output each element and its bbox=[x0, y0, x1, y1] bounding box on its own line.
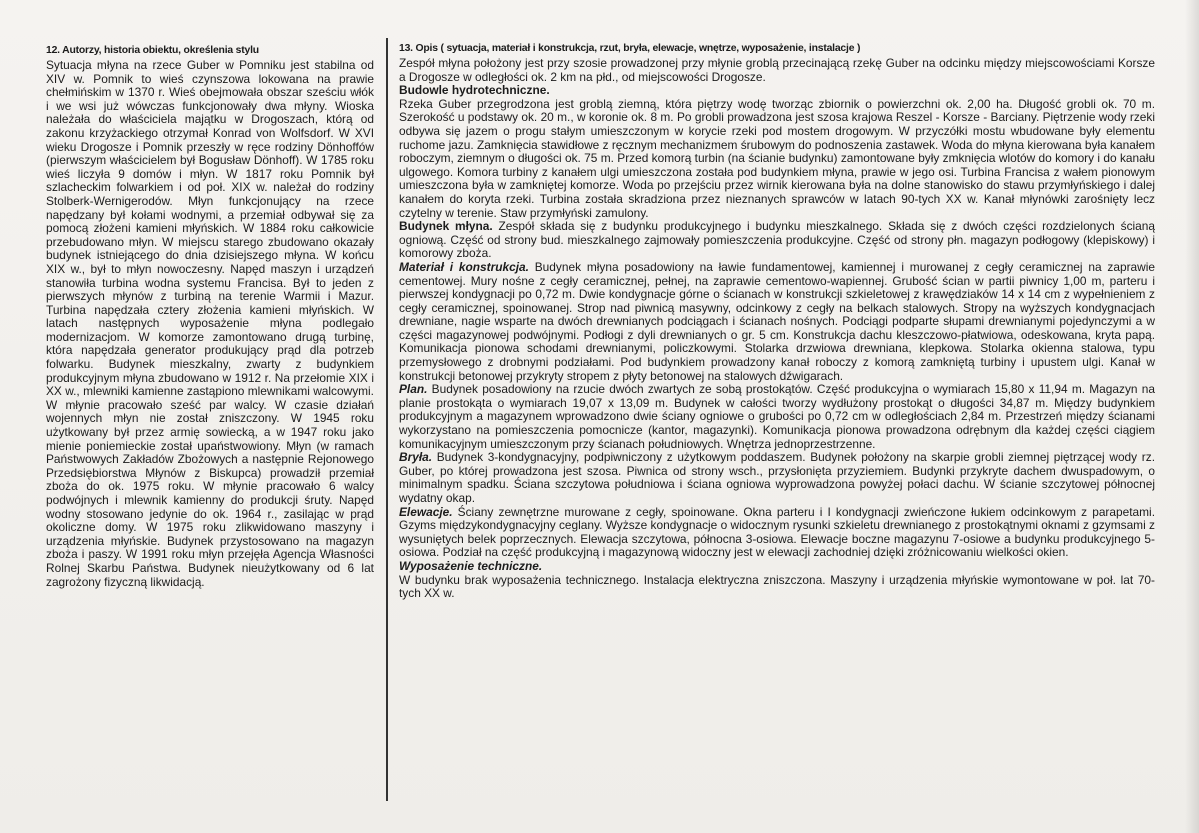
equipment-text: W budynku brak wyposażenia technicznego. Instalacja elektryczna zniszczona. Maszyny i urządzenia młyńskie wymontowane w poł. lat 70-tych XX w. bbox=[399, 572, 1155, 601]
equipment-section bbox=[399, 560, 1155, 601]
page-edge-shadow bbox=[1185, 0, 1199, 833]
right-column-description bbox=[399, 42, 1155, 601]
bryla-section bbox=[399, 451, 1155, 505]
plan-text: Budynek posadowiony na rzucie dwóch zwartych ze sobą prostokątów. Część produkcyjna o wymiarach 15,80 x 11,94 m. Magazyn na planie prostokąta o wymiarach 19,07 x 13,09 m. Budynek w całości tworzy wydłużony prostokąt o długości 34,87 m. Między budynkiem produkcyjnym a magazynem wprowadzono dwie ściany ogniowe o grubości po 0,72 cm w odległościach 2,84 m. Przestrzeń między ścianami wykorzystano na pomieszczenia pomocnicze (kantor, magazynki). Komunikacja pionowa prowadzona odrębnym dla każdej części ciągiem komunikacyjnym umieszczonym przy ścianach południowych. Wnętrza jednoprzestrzenne. bbox=[399, 382, 1155, 451]
equipment-title: Wyposażenie techniczne. bbox=[399, 558, 543, 573]
bryla-title: Bryła. bbox=[399, 450, 433, 465]
section-12-body: Sytuacja młyna na rzece Guber w Pomniku jest stabilna od XIV w. Pomnik to wieś czynszowa lokowana na prawie chełmińskim w 1370 r. Wieś obejmowała obszar sześciu włók i we wsi już wówczas funkcjonowały dwa młyny. Wioska należała do właściciela majątku w Drogoszach, którą od zakonu krzyżackiego otrzymał Konrad von Wolfsdorf. W XVI wieku Drogosze i Pomnik przeszły w ręce rodziny Dönhoffów (pierwszym właścicielem był Bogusław Dönhoff). W 1785 roku wieś liczyła 9 domów i młyn. W 1817 roku Pomnik był szlacheckim folwarkiem i od poł. XIX w. należał do rodziny Stolberk-Wernigerodów. Młyn funkcjonujący na rzece napędzany był kołami wodnymi, a przemiał odbywał się za pomocą złożeni kamieni młyńskich. W 1884 roku całkowicie przebudowano młyn. W miejscu starego zbudowano okazały budynek istniejącego do dnia dzisiejszego młyna. W końcu XIX w., był to młyn nowoczesny. Napęd maszyn i urządzeń stanowiła turbina wodna systemu Francisa. Był to jeden z pierwszych młynów z turbiną na terenie Warmii i Mazur. Turbina napędzała cztery złożenia kamieni młyńskich. W latach następnych wyposażenie młyna podlegało modernizacjom. W komorze zamontowano drugą turbinę, która napędzała generator produkujący prąd dla potrzeb folwarku. Budynek mieszkalny, zwarty z budynkiem produkcyjnym młyna zbudowano w 1912 r. Na przełomie XIX i XX w., mlewniki kamienne zastąpiono mlewnikami walcowymi. W młynie pracowało sześć par walcy. W czasie działań wojennych młyn nie został zniszczony. W 1945 roku użytkowany był przez armię sowiecką, a w 1947 roku jako mienie poniemieckie został upaństwowiony. Młyn (w ramach Państwowych Zakładów Zbożowych a następnie Rejonowego Przedsiębiorstwa Młynów z Biskupca) prowadził przemiał zboża do ok. 1975 roku. W młynie pracowało 6 walcy podwójnych i mlewnik kamienny do produkcji śruty. Napęd wodny stosowano jedynie do ok. 1964 r., zasilając w prąd okoliczne domy. W 1975 roku zlikwidowano maszyny i urządzenia młyńskie. Budynek przystosowano na magazyn zboża i paszy. W 1991 roku młyn przejęła Agencja Własności Rolnej Skarbu Państwa. Budynek nieużytkowany od 6 lat zagrożony fizyczną likwidacją. bbox=[46, 58, 374, 589]
hydro-text: Rzeka Guber przegrodzona jest groblą ziemną, która piętrzy wodę tworząc zbiornik o powierzchni ok. 2,00 ha. Długość grobli ok. 70 m. Szerokość u podstawy ok. 20 m., w koronie ok. 8 m. Po grobli prowadzona jest szosa krajowa Reszel - Korsze - Barciany. Piętrzenie wody rzeki odbywa się jazem o progu stałym umieszczonym w korycie rzeki pod mostem drogowym. W przyczółki mostu wbudowane były elementu ruchome jazu. Zamknięcia stawidłowe z ręcznym mechanizmem śrubowym do podnoszenia zastawek. Woda do młyna kierowana była kanałem roboczym, ziemnym o długości ok. 75 m. Przed komorą turbin (na ścianie budynku) zamontowane były zmknięcia wlotów do komory i do kanału ulgowego. Komora turbiny z kanałem ulgi umieszczona została pod budynkiem młyna, prawie w jego osi. Turbina Francisa z wałem pionowym umieszczona była w zamkniętej komorze. Woda po przejściu przez wirnik kierowana była na dolne stanowisko do stawu przymłyńskiego i dalej kanałem do koryta rzeki. Turbina została skradziona przez nieznanych sprawców w latach 90-tych XX w. Kanał młynówki zarośnięty lecz czytelny w terenie. Staw przymłyński zamulony. bbox=[399, 96, 1155, 220]
material-section bbox=[399, 261, 1155, 383]
section-13-heading: 13. Opis ( sytuacja, materiał i konstrukcja, rzut, bryła, elewacje, wnętrze, wyposażenie, instalacje ) bbox=[399, 43, 861, 54]
plan-section bbox=[399, 383, 1155, 451]
building-section bbox=[399, 220, 1155, 261]
bryla-text: Budynek 3-kondygnacyjny, podpiwniczony z użytkowym poddaszem. Budynek położony na skarpie grobli ziemnej piętrzącej wody rz. Guber, po której prowadzona jest szosa. Piwnica od strony wsch., przysłonięta przyziemiem. Budynki przykryte dachem dwuspadowym, o minimalnym spadku. Ściana szczytowa południowa i ściana ogniowa wyprowadzona powyżej połaci dachu. W ścianie szczytowej północnej wydatny okap. bbox=[399, 450, 1155, 505]
hydro-title: Budowle hydrotechniczne. bbox=[399, 83, 550, 98]
intro-paragraph: Zespół młyna położony jest przy szosie prowadzonej przy młynie groblą przecinającą rzekę Guber na odcinku między miejscowościami Korsze a Drogosze w odległości ok. 2 km na płd., od miejscowości Drogosze. bbox=[399, 56, 1155, 84]
elewacje-title: Elewacje. bbox=[399, 504, 453, 519]
material-title: Materiał i konstrukcja. bbox=[399, 259, 529, 274]
hydro-section bbox=[399, 84, 1155, 220]
left-column-history bbox=[46, 44, 374, 589]
building-title: Budynek młyna. bbox=[399, 219, 493, 234]
plan-title: Plan. bbox=[399, 382, 428, 397]
elewacje-section bbox=[399, 506, 1155, 560]
building-text: Zespół składa się z budynku produkcyjnego i budynku mieszkalnego. Składa się z dwóch części rozdzielonych ścianą ogniową. Część od strony bud. mieszkalnego zajmowały pomieszczenia produkcyjne. Część od strony płn. magazyn podłogowy (klepiskowy) i komorowy zboża. bbox=[399, 219, 1155, 261]
section-12-heading: 12. Autorzy, historia obiektu, określenia stylu bbox=[46, 45, 259, 56]
column-divider bbox=[386, 38, 388, 801]
material-text: Budynek młyna posadowiony na ławie fundamentowej, kamiennej i murowanej z cegły ceramicznej na zaprawie cementowej. Mury nośne z cegły ceramicznej, pełnej, na zaprawie cementowo-wapiennej. Grubość ścian w partii piwnicy 1,00 m, parteru i pierwszej kondygnacji po 0,72 m. Dwie kondygnacje górne o ścianach w konstrukcji szkieletowej z krawędziaków 14 x 14 cm z wypełnieniem z cegły ceramicznej, spoinowanej. Strop nad piwnicą masywny, odcinkowy z cegły na belkach stalowych. Stropy na wyższych kondygnacjach drewniane, nagie wsparte na dwóch drewnianych podciągach i ścianach nośnych. Podciągi podparte słupami drewnianymi pojedynczymi a w części magazynowej podwójnymi. Podłogi z dyli drewnianych o gr. 5 cm. Konstrukcja dachu kleszczowo-płatwiowa, odeskowana, kryta papą. Komunikacja pionowa schodami drewnianymi, policzkowymi. Stolarka drzwiowa drewniana, klepkowa. Stolarka okienna stalowa, typu przemysłowego z drobnymi podziałami. Pod budynkiem prowadzony kanał roboczy z komorą zamkniętą turbiny i upustem ulgi. Kanał w konstrukcji betonowej przykryty stropem z płyty betonowej na stalowych dźwigarach. bbox=[399, 259, 1156, 383]
elewacje-text: Ściany zewnętrzne murowane z cegły, spoinowane. Okna parteru i I kondygnacji zwieńczone łukiem odcinkowym z parapetami. Gzyms międzykondygnacyjny ceglany. Wyższe kondygnacje o widocznym rysunki szkieletu drewnianego z prostokątnymi oknami z gzymsami z wysuniętych belek poprzecznych. Elewacja szczytowa, północna 3-osiowa. Elewacje boczne magazynu 7-osiowe a budynku produkcyjnego 5-osiowa. Podział na część produkcyjną i magazynową widoczny jest w elewacji zachodniej dzięki zróżnicowaniu wielkości okien. bbox=[399, 504, 1155, 560]
